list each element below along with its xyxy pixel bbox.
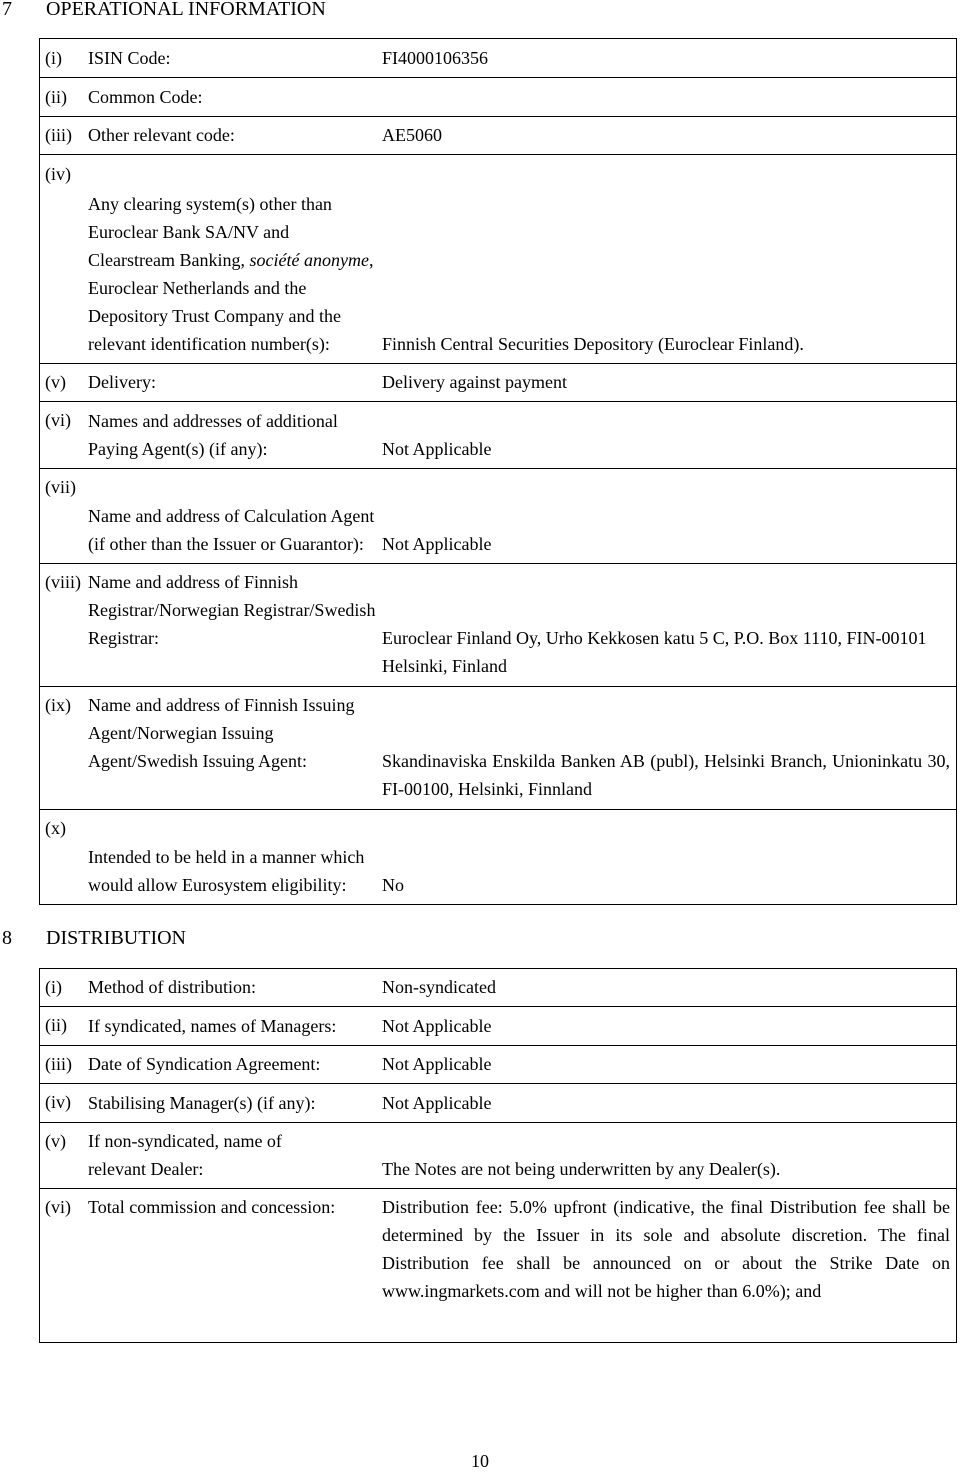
table-row bbox=[40, 564, 956, 687]
row-label: Name and address of Finnish Issuing Agent/Norwegian Issuing Agent/Swedish Issuing Agent: bbox=[88, 695, 355, 771]
label-text: Any clearing system(s) other than Euroclear Bank SA/NV and Clearstream Banking, bbox=[88, 194, 332, 270]
row-label: Name and address of Finnish Registrar/Norwegian Registrar/Swedish Registrar: bbox=[88, 572, 376, 648]
row-number: (v) bbox=[45, 372, 66, 392]
row-label bbox=[88, 186, 378, 363]
row-number: (ix) bbox=[45, 695, 71, 715]
section-number: 8 bbox=[2, 927, 12, 949]
row-value: AE5060 bbox=[382, 125, 442, 145]
row-label: Other relevant code: bbox=[88, 125, 235, 145]
row-value: Distribution fee: 5.0% upfront (indicative, the final Distribution fee shall be determined by the Issuer in its sole and absolute discretion. The final Distribution fee shall be announced on or about the Strike Date on www.ingmarkets.com and will not be higher than 6.0%); and bbox=[382, 1197, 950, 1301]
row-value: Not Applicable bbox=[382, 1093, 492, 1113]
row-value: Skandinaviska Enskilda Banken AB (publ), Helsinki Branch, Unioninkatu 30, FI-00100, Helsinki, Finnland bbox=[382, 751, 950, 799]
row-value: The Notes are not being underwritten by any Dealer(s). bbox=[382, 1159, 781, 1179]
row-number: (iii) bbox=[45, 125, 72, 145]
row-number: (iv) bbox=[45, 164, 71, 184]
row-label: If non-syndicated, name of relevant Dealer: bbox=[88, 1131, 282, 1179]
table-row bbox=[40, 1046, 956, 1084]
distribution-table bbox=[39, 968, 957, 1343]
label-italic: anonyme bbox=[303, 250, 369, 270]
table-row bbox=[40, 687, 956, 810]
table-row bbox=[40, 969, 956, 1007]
table-row bbox=[40, 155, 956, 364]
row-label: Method of distribution: bbox=[88, 977, 256, 997]
row-label: Total commission and concession: bbox=[88, 1197, 336, 1217]
row-label: Stabilising Manager(s) (if any): bbox=[88, 1093, 316, 1113]
row-label: ISIN Code: bbox=[88, 48, 171, 68]
operational-info-table bbox=[39, 38, 957, 905]
section-title: OPERATIONAL INFORMATION bbox=[46, 0, 326, 20]
table-row bbox=[40, 39, 956, 78]
table-row bbox=[40, 810, 956, 904]
row-number: (v) bbox=[45, 1131, 66, 1151]
row-value: Finnish Central Securities Depository (Euroclear Finland). bbox=[382, 334, 804, 354]
table-row bbox=[40, 402, 956, 469]
row-value: FI4000106356 bbox=[382, 48, 489, 68]
row-value: Delivery against payment bbox=[382, 372, 567, 392]
row-number: (vii) bbox=[45, 477, 76, 497]
row-number: (ii) bbox=[45, 1015, 67, 1035]
row-number: (ii) bbox=[45, 87, 67, 107]
row-number: (x) bbox=[45, 818, 66, 838]
row-label: Common Code: bbox=[88, 87, 203, 107]
table-row bbox=[40, 1007, 956, 1046]
row-value: Not Applicable bbox=[382, 439, 492, 459]
table-row bbox=[40, 1189, 956, 1342]
table-row bbox=[40, 1123, 956, 1189]
row-value: No bbox=[382, 875, 404, 895]
row-value bbox=[382, 107, 956, 116]
row-value: Non-syndicated bbox=[382, 977, 496, 997]
table-row bbox=[40, 117, 956, 155]
table-row bbox=[40, 364, 956, 402]
row-value: Not Applicable bbox=[382, 1054, 492, 1074]
row-value: Euroclear Finland Oy, Urho Kekkosen katu 5 C, P.O. Box 1110, FIN-00101 Helsinki, Finland bbox=[382, 628, 927, 676]
row-number: (i) bbox=[45, 48, 62, 68]
row-number: (i) bbox=[45, 977, 62, 997]
row-label: Names and addresses of additional Paying Agent(s) (if any): bbox=[88, 411, 338, 459]
row-number: (iv) bbox=[45, 1092, 71, 1112]
page-number: 10 bbox=[471, 1451, 489, 1471]
table-row bbox=[40, 78, 956, 117]
row-number: (viii) bbox=[45, 572, 81, 592]
row-value: Not Applicable bbox=[382, 1016, 492, 1036]
row-number: (iii) bbox=[45, 1054, 72, 1074]
row-label: Intended to be held in a manner which would allow Eurosystem eligibility: bbox=[88, 847, 365, 895]
row-label: Delivery: bbox=[88, 372, 156, 392]
row-number: (vi) bbox=[45, 1197, 71, 1217]
row-label: If syndicated, names of Managers: bbox=[88, 1016, 337, 1036]
label-text: , Euroclear Netherlands and the Depository Trust Company and the relevant identification number(s): bbox=[88, 250, 374, 354]
table-row bbox=[40, 1084, 956, 1123]
section-number: 7 bbox=[2, 0, 12, 20]
row-label: Date of Syndication Agreement: bbox=[88, 1054, 321, 1074]
section-title: DISTRIBUTION bbox=[46, 927, 186, 949]
row-number: (vi) bbox=[45, 410, 71, 430]
table-row bbox=[40, 469, 956, 564]
row-value: Not Applicable bbox=[382, 534, 492, 554]
label-italic: société bbox=[249, 250, 300, 270]
row-label: Name and address of Calculation Agent (if other than the Issuer or Guarantor): bbox=[88, 506, 375, 554]
